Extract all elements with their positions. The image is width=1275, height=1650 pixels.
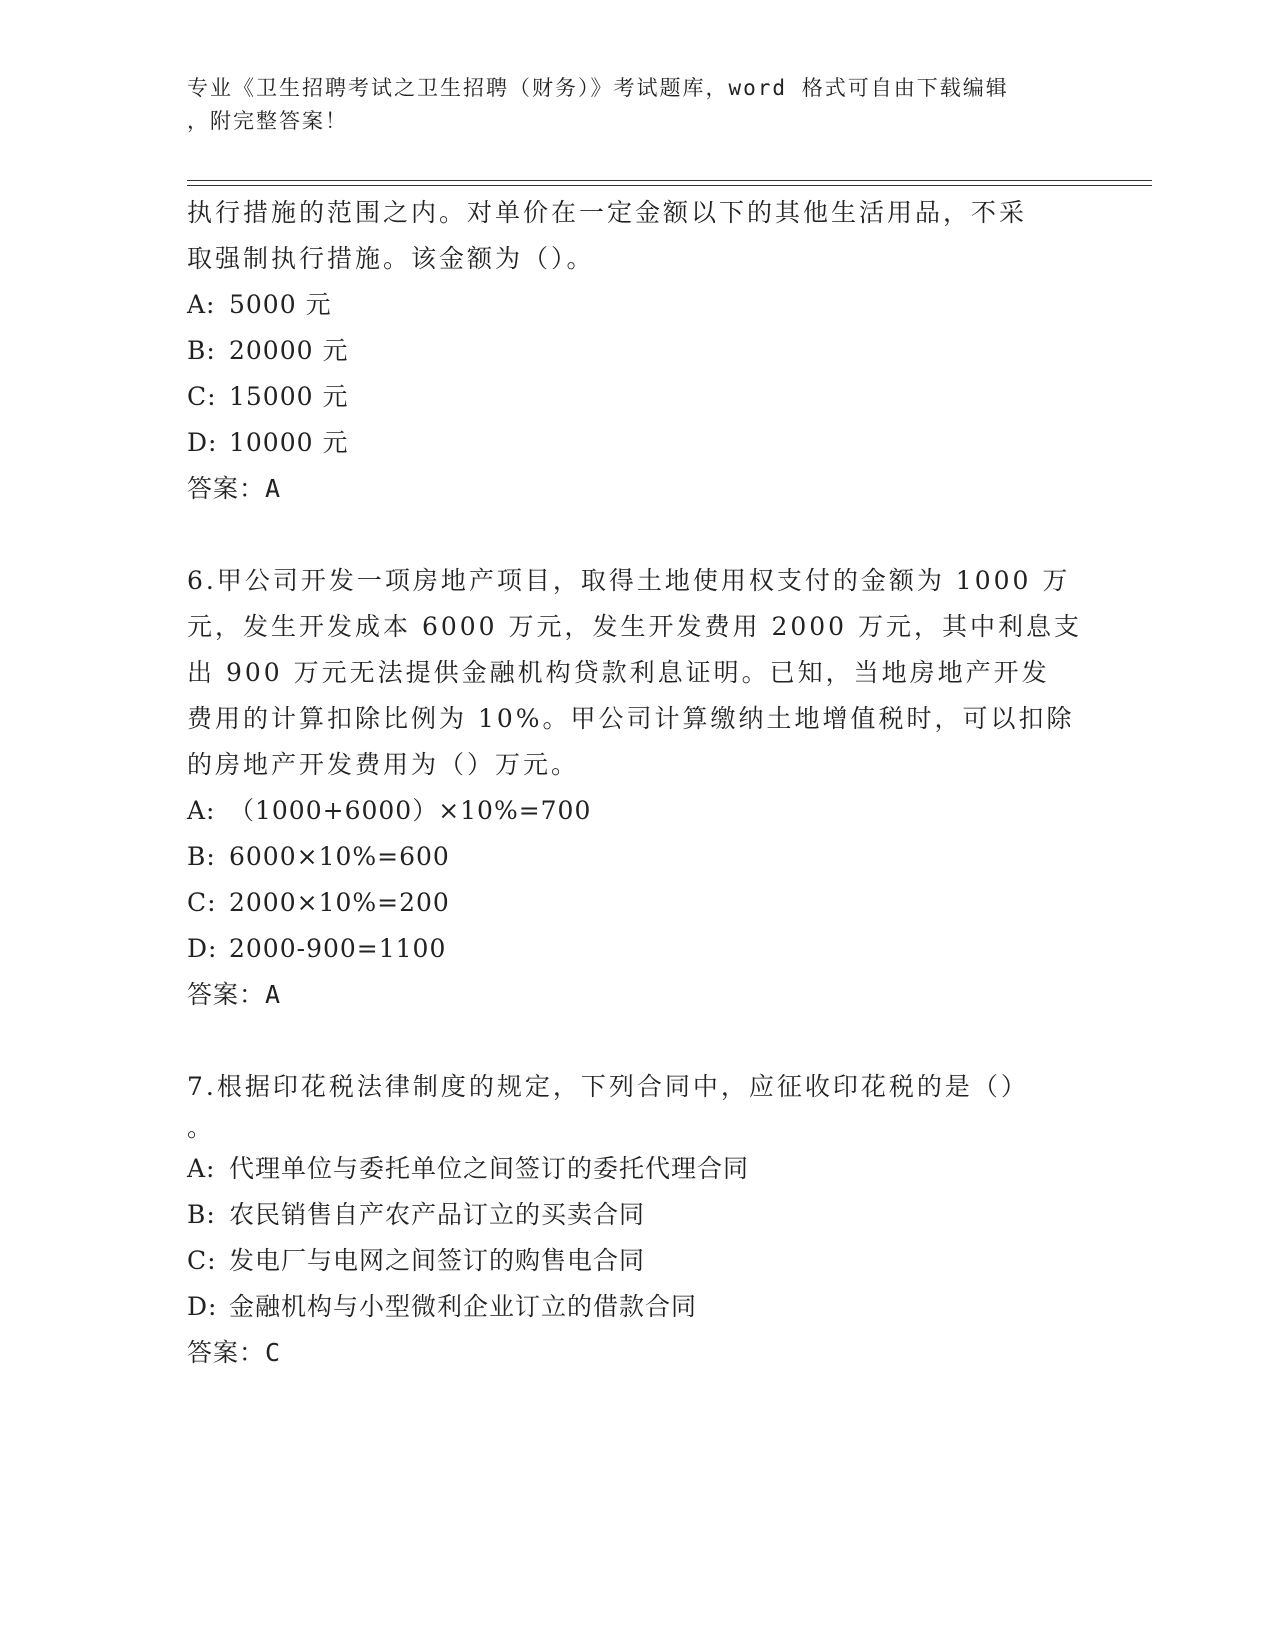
question-6-text-line-3: 出 900 万元无法提供金融机构贷款利息证明。已知，当地房地产开发 xyxy=(187,658,1050,687)
question-6-option-c xyxy=(187,880,1087,926)
question-6-answer: 答案：A xyxy=(187,980,282,1009)
option-text: 10000 元 xyxy=(229,428,349,457)
option-text: 发电厂与电网之间签订的购售电合同 xyxy=(229,1246,646,1275)
option-letter: A: xyxy=(187,290,216,319)
header-line-1: 专业《卫生招聘考试之卫生招聘（财务）》考试题库，word 格式可自由下载编辑 xyxy=(187,76,1009,100)
header-line-2: ，附完整答案！ xyxy=(187,109,348,133)
option-text: 金融机构与小型微利企业订立的借款合同 xyxy=(229,1292,698,1321)
question-5-answer: 答案：A xyxy=(187,474,282,503)
option-letter: D: xyxy=(187,428,218,457)
question-5-option-d xyxy=(187,420,1087,466)
question-7-answer: 答案：C xyxy=(187,1338,282,1367)
option-text: 2000×10%=200 xyxy=(229,888,450,917)
option-letter: A: xyxy=(187,796,216,825)
option-text: （1000+6000）×10%=700 xyxy=(229,796,592,825)
question-6-text-line-5: 的房地产开发费用为（）万元。 xyxy=(187,750,580,779)
question-6-text-line-4: 费用的计算扣除比例为 10%。甲公司计算缴纳土地增值税时，可以扣除 xyxy=(187,704,1075,733)
question-7-option-b xyxy=(187,1192,1087,1238)
option-letter: C: xyxy=(187,382,217,411)
option-letter: C: xyxy=(187,888,217,917)
option-letter: B: xyxy=(187,1200,216,1229)
question-5-option-b xyxy=(187,328,1087,374)
option-letter: A: xyxy=(187,1154,216,1183)
question-5-text-line-2: 取强制执行措施。该金额为（）。 xyxy=(187,244,595,273)
header-divider-top xyxy=(187,180,1152,181)
option-text: 6000×10%=600 xyxy=(229,842,450,871)
option-letter: D: xyxy=(187,934,218,963)
option-text: 2000-900=1100 xyxy=(229,934,447,963)
question-6-text-line-1: 6.甲公司开发一项房地产项目，取得土地使用权支付的金额为 1000 万 xyxy=(187,566,1071,595)
question-5-text-line-1: 执行措施的范围之内。对单价在一定金额以下的其他生活用品，不采 xyxy=(187,198,1028,227)
question-7-option-c xyxy=(187,1238,1087,1284)
question-7 xyxy=(187,1064,1087,1376)
option-text: 20000 元 xyxy=(229,336,349,365)
question-7-option-d xyxy=(187,1284,1087,1330)
document-body xyxy=(187,190,1087,1376)
question-5 xyxy=(187,190,1087,512)
question-6-option-a xyxy=(187,788,1087,834)
option-letter: C: xyxy=(187,1246,217,1275)
header-divider-bottom xyxy=(187,185,1152,186)
question-7-text-line-2: 。 xyxy=(187,1113,213,1142)
option-text: 5000 元 xyxy=(229,290,332,319)
question-5-option-c xyxy=(187,374,1087,420)
option-letter: B: xyxy=(187,842,216,871)
question-7-text-line-1: 7.根据印花税法律制度的规定，下列合同中，应征收印花税的是（） xyxy=(187,1072,1029,1101)
question-6-text-line-2: 元，发生开发成本 6000 万元，发生开发费用 2000 万元，其中利息支 xyxy=(187,612,1083,641)
question-7-option-a xyxy=(187,1146,1087,1192)
option-letter: D: xyxy=(187,1292,218,1321)
document-header xyxy=(187,72,1067,138)
option-text: 代理单位与委托单位之间签订的委托代理合同 xyxy=(229,1154,750,1183)
question-5-option-a xyxy=(187,282,1087,328)
option-letter: B: xyxy=(187,336,216,365)
question-6-option-d xyxy=(187,926,1087,972)
option-text: 15000 元 xyxy=(229,382,349,411)
question-6 xyxy=(187,558,1087,1018)
question-6-option-b xyxy=(187,834,1087,880)
option-text: 农民销售自产农产品订立的买卖合同 xyxy=(229,1200,646,1229)
